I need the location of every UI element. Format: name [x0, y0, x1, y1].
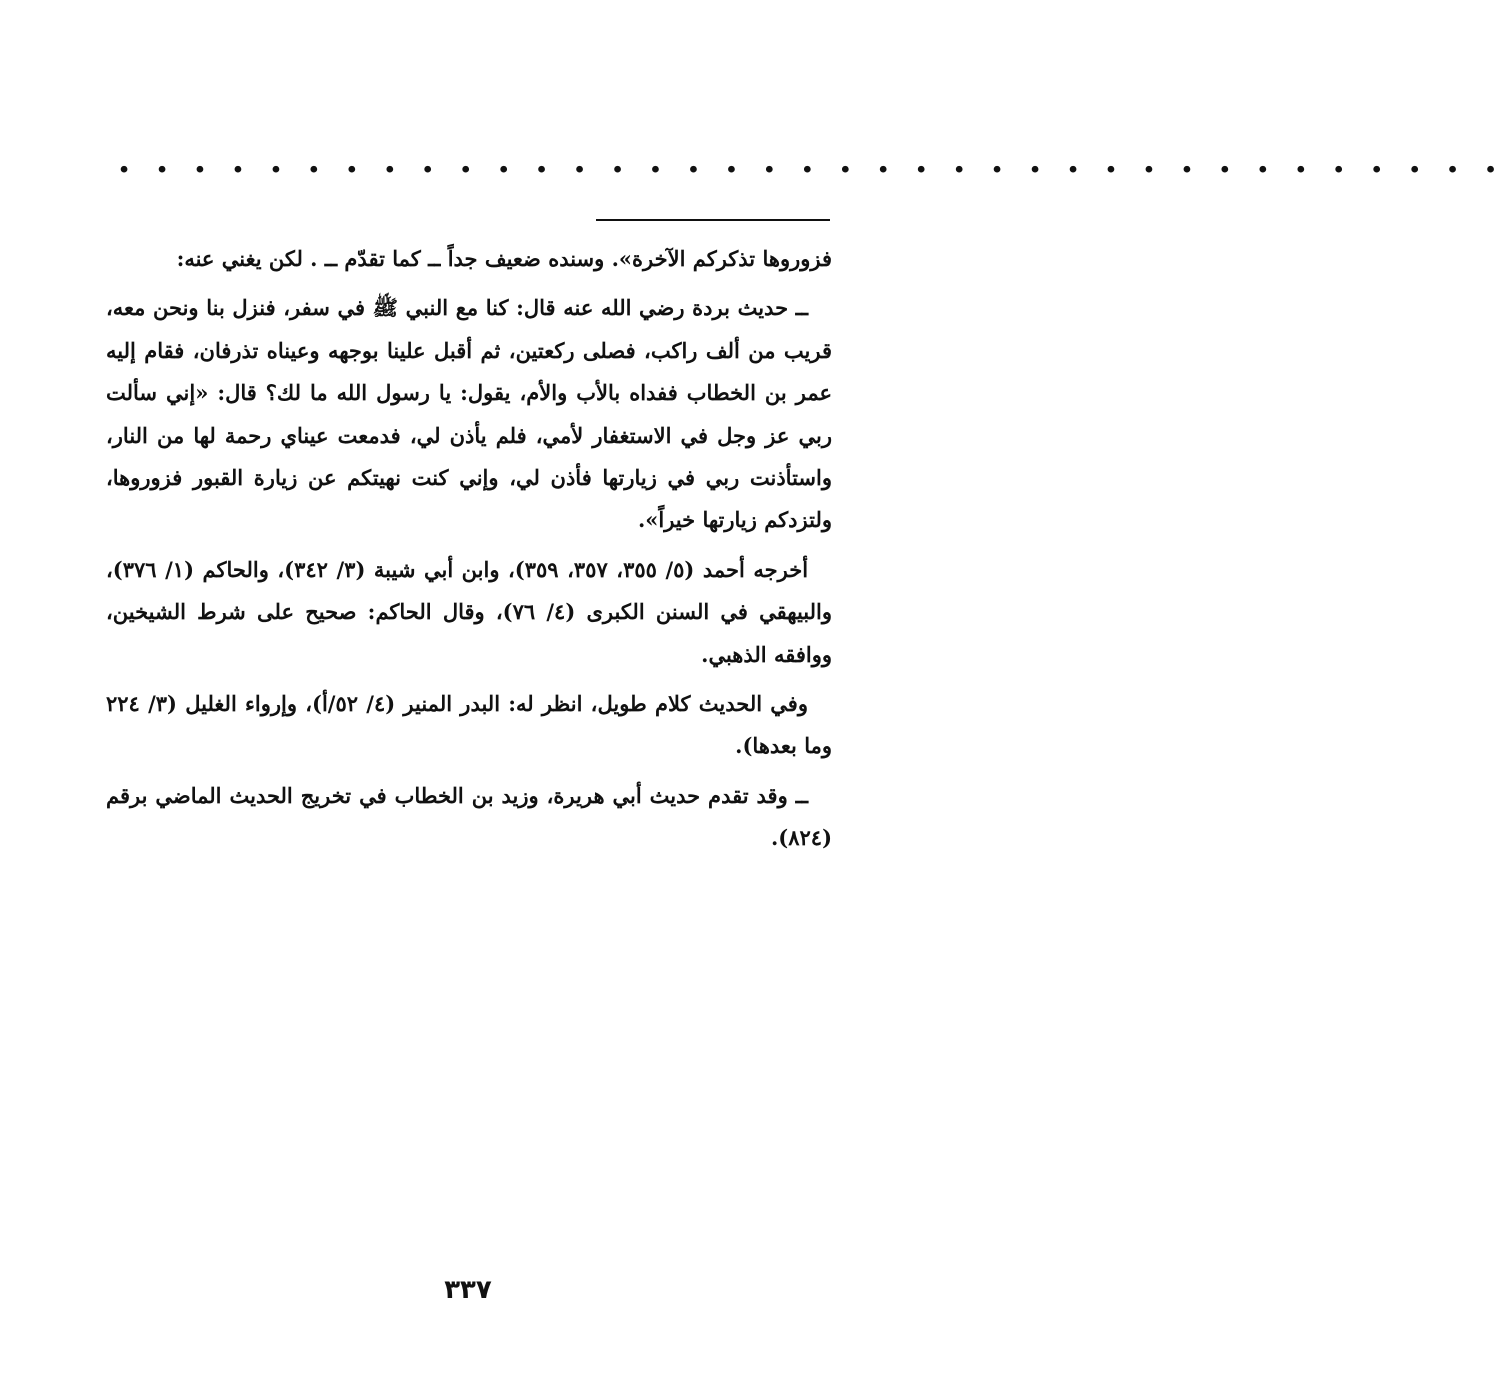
footnote-paragraph: فزوروها تذكركم الآخرة». وسنده ضعيف جداً ــ كما تقدّم ــ . لكن يغني عنه: [176, 246, 832, 271]
footnote-paragraph: ــ وقد تقدم حديث أبي هريرة، وزيد بن الخطاب في تخريج الحديث الماضي برقم (٨٢٤). [106, 782, 832, 851]
footnote-paragraph: أخرجه أحمد (٥/ ٣٥٥، ٣٥٧، ٣٥٩)، وابن أبي شيبة (٣/ ٣٤٢)، والحاكم (١/ ٣٧٦)، والبيهقي في السنن الكبرى (٤/ ٧٦)، وقال الحاكم: صحيح على شرط الشيخين، ووافقه الذهبي. [106, 556, 832, 667]
footnotes-section [106, 238, 832, 867]
footnote-paragraph: ــ حديث بردة رضي الله عنه قال: كنا مع النبي ﷺ في سفر، فنزل بنا ونحن معه، قريب من ألف راكب، فصلى ركعتين، ثم أقبل علينا بوجهه وعيناه تذرفان، فقام إليه عمر بن الخطاب ففداه بالأب والأم، يقول: يا رسول الله ما لك؟ قال: «إني سألت ربي عز وجل في الاستغفار لأمي، فلم يأذن لي، فدمعت عيناي رحمة لها من النار، واستأذنت ربي في زيارتها فأذن لي، وإني كنت نهيتكم عن زيارة القبور فزوروها، ولتزدكم زيارتها خيراً». [106, 295, 832, 533]
footnote-separator-rule [596, 219, 830, 221]
page-number: ٣٣٧ [444, 1275, 492, 1305]
decorative-dotted-separator: • • • • • • • • • • • • • • • • • • • • • • • • • • • • • • • • • • • • • [118, 159, 1506, 181]
footnote-paragraph: وفي الحديث كلام طويل، انظر له: البدر المنير (٤/ ٥٢/أ)، وإرواء الغليل (٣/ ٢٢٤ وما بعدها). [106, 691, 832, 759]
